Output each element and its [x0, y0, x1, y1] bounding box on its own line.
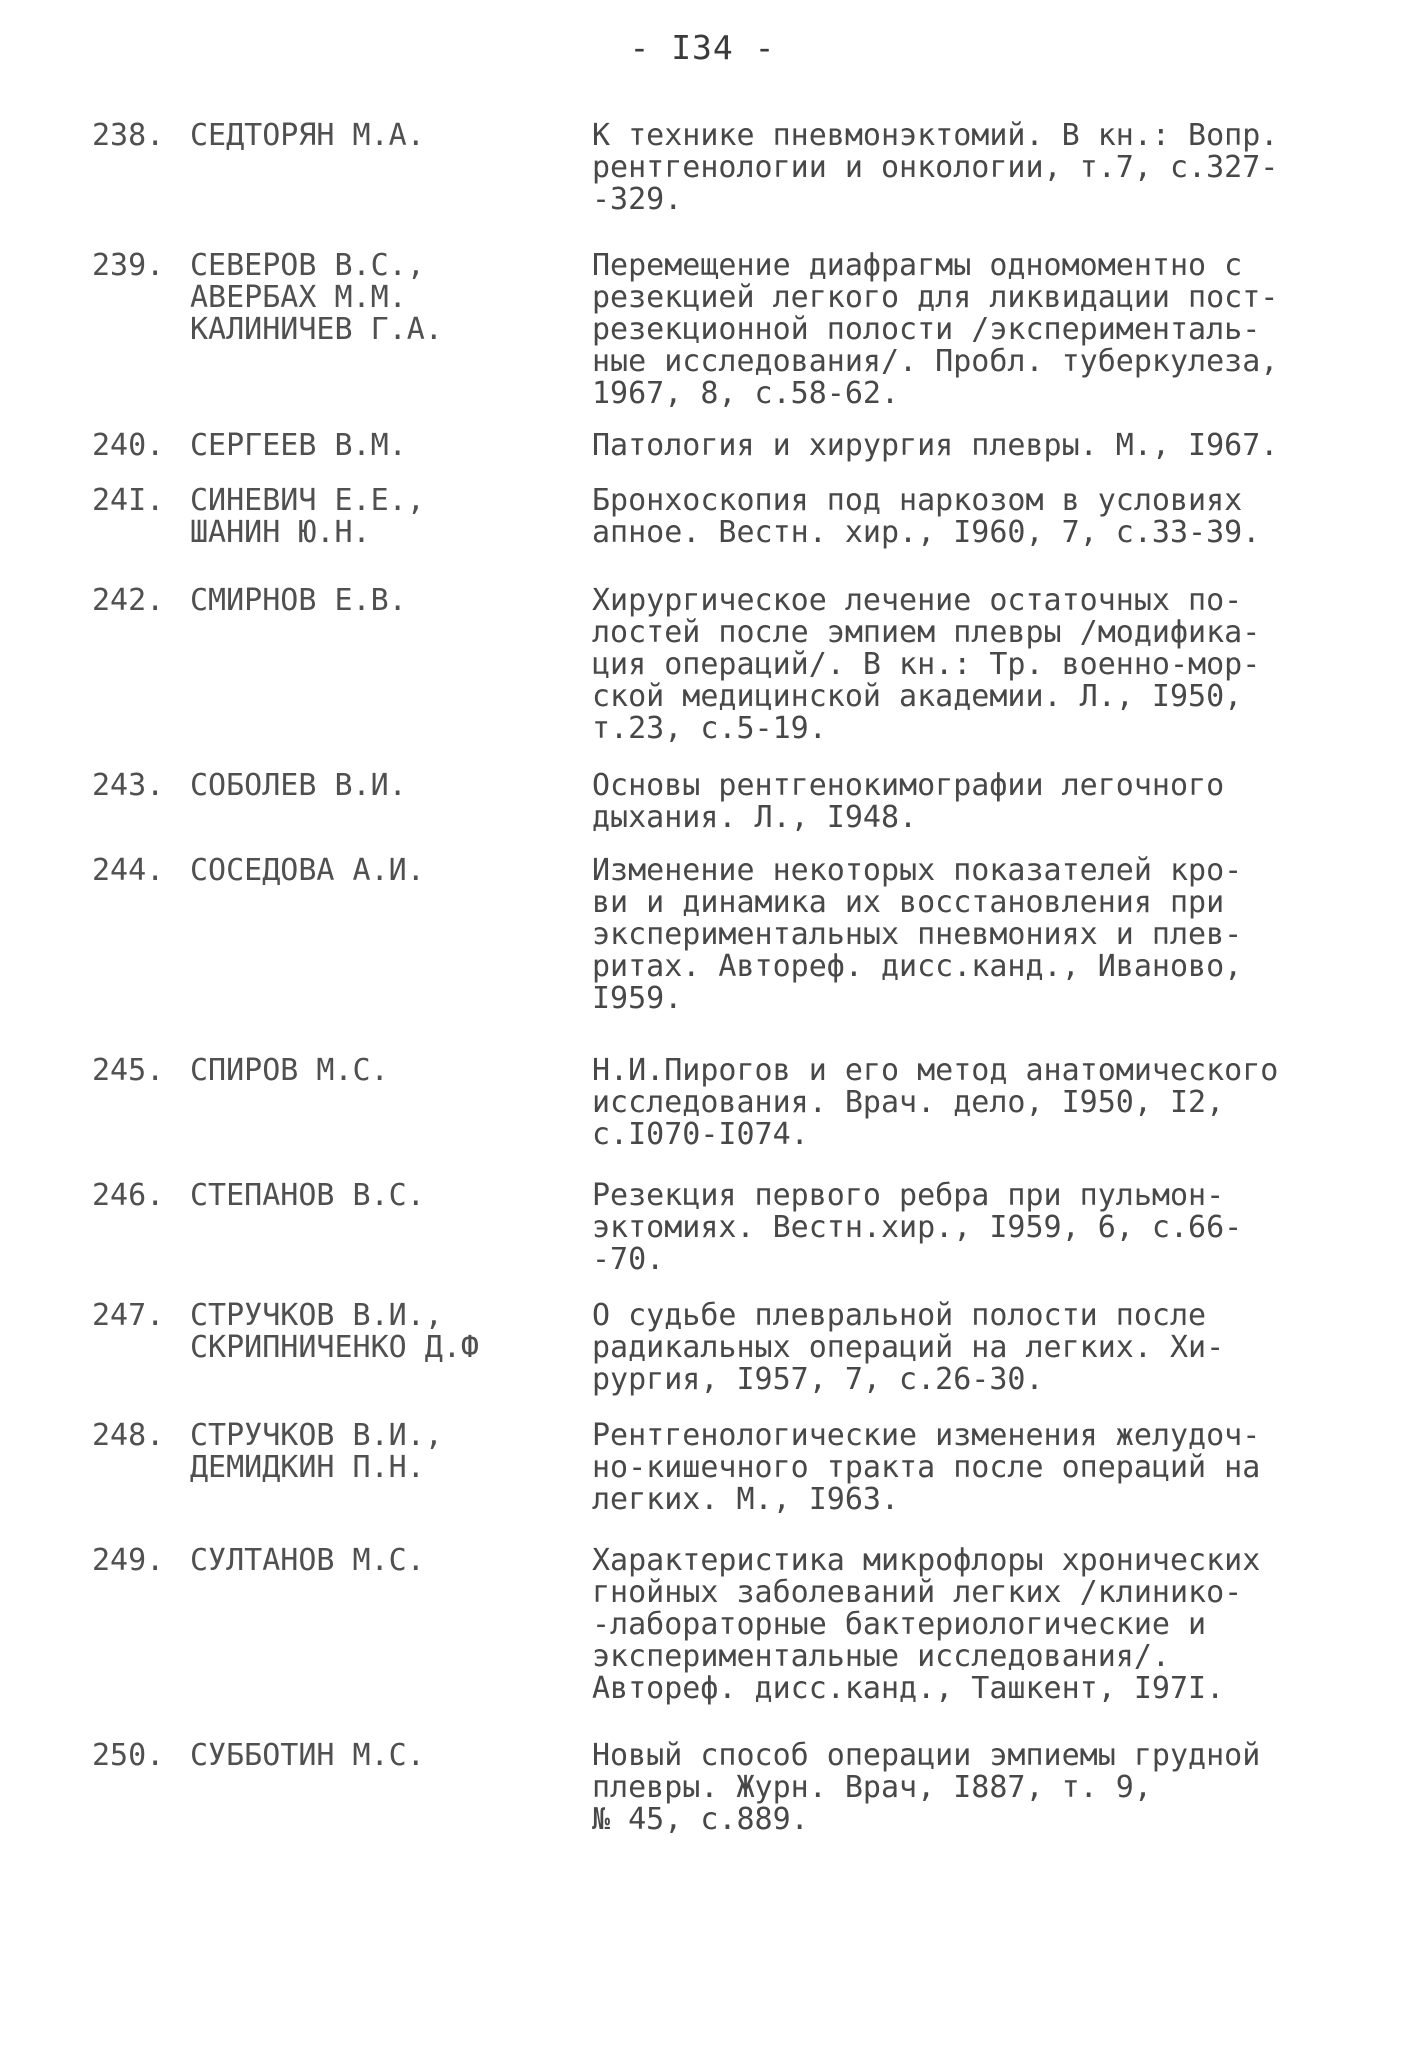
entry-number: 250.: [92, 1738, 165, 1773]
title-line: -лабораторные бактериологические и: [592, 1607, 1207, 1642]
entry-authors: [190, 120, 570, 152]
author-name: СЕВЕРОВ В.С.,: [190, 248, 425, 283]
author-name: СИНЕВИЧ Е.Е.,: [190, 483, 425, 518]
title-line: ные исследования/. Пробл. туберкулеза,: [592, 344, 1279, 379]
entry-number: 242.: [92, 583, 165, 618]
title-line: Бронхоскопия под наркозом в условиях: [592, 483, 1243, 518]
title-line: с.I070-I074.: [592, 1117, 809, 1152]
title-line: резекцией легкого для ликвидации пост-: [592, 280, 1279, 315]
entry-number: 243.: [92, 768, 165, 803]
title-line: радикальных операций на легких. Хи-: [592, 1330, 1225, 1365]
author-name: СУББОТИН М.С.: [190, 1738, 425, 1773]
entry-authors: [190, 1055, 570, 1087]
author-name: СЕДТОРЯН М.А.: [190, 118, 425, 153]
title-line: рургия, I957, 7, с.26-30.: [592, 1362, 1044, 1397]
title-line: рентгенологии и онкологии, т.7, с.327-: [592, 150, 1279, 185]
title-line: I959.: [592, 981, 683, 1016]
entry-title: [592, 1740, 1327, 1836]
author-name: СЕРГЕЕВ В.М.: [190, 428, 407, 463]
entry-title: [592, 585, 1327, 745]
author-name: СТЕПАНОВ В.С.: [190, 1178, 425, 1213]
title-line: К технике пневмонэктомий. В кн.: Вопр.: [592, 118, 1279, 153]
title-line: плевры. Журн. Врач, I887, т. 9,: [592, 1770, 1152, 1805]
title-line: апное. Вестн. хир., I960, 7, с.33-39.: [592, 515, 1261, 550]
entry-authors: [190, 1740, 570, 1772]
entry-number: 249.: [92, 1543, 165, 1578]
title-line: дыхания. Л., I948.: [592, 800, 918, 835]
title-line: т.23, с.5-19.: [592, 711, 827, 746]
title-line: резекционной полости /эксперименталь-: [592, 312, 1261, 347]
entry-title: [592, 1420, 1327, 1516]
author-name: ДЕМИДКИН П.Н.: [190, 1450, 425, 1485]
title-line: Новый способ операции эмпиемы грудной: [592, 1738, 1261, 1773]
entry-title: [592, 1300, 1327, 1396]
author-name: КАЛИНИЧЕВ Г.А.: [190, 312, 443, 347]
entry-title: [592, 120, 1327, 216]
entry-title: [592, 855, 1327, 1015]
title-line: Перемещение диафрагмы одномоментно с: [592, 248, 1243, 283]
entry-authors: [190, 770, 570, 802]
entry-number: 248.: [92, 1418, 165, 1453]
entry-authors: [190, 250, 570, 346]
page-number: - I34 -: [629, 28, 776, 67]
entry-number: 245.: [92, 1053, 165, 1088]
title-line: Характеристика микрофлоры хронических: [592, 1543, 1261, 1578]
entry-title: [592, 250, 1327, 410]
title-line: № 45, с.889.: [592, 1802, 809, 1837]
title-line: экспериментальные исследования/.: [592, 1639, 1170, 1674]
title-line: ви и динамика их восстановления при: [592, 885, 1225, 920]
entry-number: 247.: [92, 1298, 165, 1333]
title-line: Н.И.Пирогов и его метод анатомического: [592, 1053, 1279, 1088]
entry-title: [592, 1545, 1327, 1705]
entry-authors: [190, 430, 570, 462]
entry-number: 246.: [92, 1178, 165, 1213]
entry-authors: [190, 485, 570, 549]
title-line: 1967, 8, с.58-62.: [592, 376, 900, 411]
author-name: СОСЕДОВА А.И.: [190, 853, 425, 888]
entry-title: [592, 1180, 1327, 1276]
author-name: СУЛТАНОВ М.С.: [190, 1543, 425, 1578]
title-line: Основы рентгенокимографии легочного: [592, 768, 1225, 803]
entry-authors: [190, 1420, 570, 1484]
entry-authors: [190, 855, 570, 887]
entry-authors: [190, 1180, 570, 1212]
title-line: Автореф. дисс.канд., Ташкент, I97I.: [592, 1671, 1225, 1706]
title-line: ция операций/. В кн.: Тр. военно-мор-: [592, 647, 1261, 682]
title-line: Хирургическое лечение остаточных по-: [592, 583, 1243, 618]
title-line: легких. М., I963.: [592, 1482, 900, 1517]
entry-authors: [190, 585, 570, 617]
author-name: СТРУЧКОВ В.И.,: [190, 1298, 443, 1333]
entry-title: [592, 485, 1327, 549]
title-line: экспериментальных пневмониях и плев-: [592, 917, 1243, 952]
entry-title: [592, 430, 1327, 462]
entry-authors: [190, 1300, 570, 1364]
author-name: СОБОЛЕВ В.И.: [190, 768, 407, 803]
entry-title: [592, 1055, 1327, 1151]
entry-authors: [190, 1545, 570, 1577]
title-line: но-кишечного тракта после операций на: [592, 1450, 1261, 1485]
entry-number: 238.: [92, 118, 165, 153]
author-name: СТРУЧКОВ В.И.,: [190, 1418, 443, 1453]
title-line: Патология и хирургия плевры. М., I967.: [592, 428, 1279, 463]
entry-number: 244.: [92, 853, 165, 888]
title-line: Изменение некоторых показателей кро-: [592, 853, 1243, 888]
title-line: исследования. Врач. дело, I950, I2,: [592, 1085, 1225, 1120]
title-line: гнойных заболеваний легких /клинико-: [592, 1575, 1243, 1610]
title-line: лостей после эмпием плевры /модифика-: [592, 615, 1261, 650]
entry-number: 240.: [92, 428, 165, 463]
author-name: АВЕРБАХ М.М.: [190, 280, 407, 315]
title-line: ской медицинской академии. Л., I950,: [592, 679, 1243, 714]
title-line: -70.: [592, 1242, 665, 1277]
entry-number: 239.: [92, 248, 165, 283]
title-line: эктомиях. Вестн.хир., I959, 6, с.66-: [592, 1210, 1243, 1245]
author-name: СМИРНОВ Е.В.: [190, 583, 407, 618]
title-line: Резекция первого ребра при пульмон-: [592, 1178, 1225, 1213]
title-line: О судьбе плевральной полости после: [592, 1298, 1207, 1333]
title-line: ритах. Автореф. дисс.канд., Иваново,: [592, 949, 1243, 984]
entry-title: [592, 770, 1327, 834]
author-name: СПИРОВ М.С.: [190, 1053, 389, 1088]
entry-number: 24I.: [92, 483, 165, 518]
title-line: Рентгенологические изменения желудоч-: [592, 1418, 1261, 1453]
author-name: ШАНИН Ю.Н.: [190, 515, 371, 550]
title-line: -329.: [592, 182, 683, 217]
author-name: СКРИПНИЧЕНКО Д.Ф: [190, 1330, 479, 1365]
